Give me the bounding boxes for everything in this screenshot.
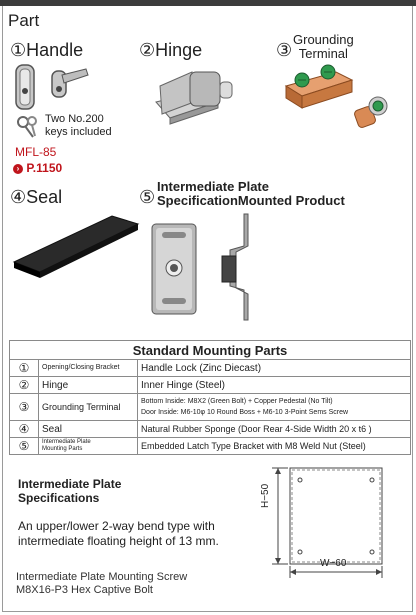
row-desc-line-1: Bottom Inside: M8X2 (Green Bolt) + Copper Pedestal (No Tilt)	[141, 398, 333, 405]
row-name: Hinge	[39, 377, 138, 394]
row-num: ①	[10, 360, 39, 377]
handle-label: ①Handle	[10, 40, 84, 60]
seal-image	[12, 210, 142, 282]
spec-screw-line-2: M8X16-P3 Hex Captive Bolt	[16, 584, 153, 596]
grounding-terminal-image	[280, 62, 404, 136]
spec-title-line-2: Specifications	[18, 491, 100, 505]
spec-title-line-1: Intermediate Plate	[18, 477, 122, 491]
grounding-num: ③	[276, 40, 293, 60]
row-num: ⑤	[10, 438, 39, 455]
width-dim-label: W−60	[320, 558, 347, 569]
keys-note	[45, 113, 112, 139]
spec-description	[18, 519, 219, 549]
table-row	[10, 438, 411, 455]
intermediate-label-line-2: SpecificationMounted Product	[157, 193, 345, 208]
arrow-circle-icon: ›	[13, 164, 23, 174]
row-name: Opening/Closing Bracket	[39, 360, 138, 377]
height-dimension	[260, 483, 284, 550]
row-num: ②	[10, 377, 39, 394]
spec-screw-line-1: Intermediate Plate Mounting Screw	[16, 571, 188, 583]
keys-icon	[15, 115, 41, 139]
hinge-label: ②Hinge	[139, 40, 203, 60]
table-row	[10, 421, 411, 438]
spec-desc-line-2: intermediate floating height of 13 mm.	[18, 534, 219, 548]
grounding-label	[293, 33, 354, 61]
grounding-label-line-1: Grounding	[293, 32, 354, 47]
row-name-line-1: Intermediate Plate	[42, 439, 91, 445]
table-title: Standard Mounting Parts	[10, 341, 411, 360]
table-row	[10, 360, 411, 377]
row-desc: Embedded Latch Type Bracket with M8 Weld Nut (Steel)	[138, 438, 411, 455]
handle-model: MFL-85	[15, 145, 57, 159]
row-desc: Inner Hinge (Steel)	[138, 377, 411, 394]
row-num: ③	[10, 394, 39, 421]
row-name	[39, 438, 138, 455]
section-title: Part	[8, 11, 40, 30]
handle-image	[14, 63, 94, 113]
table-row	[10, 394, 411, 421]
intermediate-label-line-1: Intermediate Plate	[157, 179, 269, 194]
keys-note-line-2: keys included	[45, 126, 112, 138]
seal-label: ④Seal	[10, 187, 63, 207]
height-dim-label: H−50	[260, 483, 271, 508]
intermediate-num: ⑤	[139, 187, 156, 207]
spec-screw-note	[16, 571, 187, 597]
row-num: ④	[10, 421, 39, 438]
page-ref-link[interactable]	[13, 161, 62, 175]
row-name-line-2: Mounting Parts	[42, 446, 83, 452]
hinge-image	[148, 62, 240, 128]
keys-note-line-1: Two No.200	[45, 113, 104, 125]
page-ref-text: P.1150	[26, 161, 63, 175]
spec-desc-line-1: An upper/lower 2-way bend type with	[18, 519, 215, 533]
row-desc-line-2: Door Inside: M6-10φ 10 Round Boss + M6-10 3-Point Sems Screw	[141, 409, 349, 416]
intermediate-label	[157, 180, 345, 208]
standard-mounting-parts-table	[9, 340, 411, 455]
row-desc	[138, 394, 411, 421]
grounding-label-line-2: Terminal	[298, 46, 348, 61]
intermediate-plate-front-image	[146, 218, 206, 322]
row-name: Seal	[39, 421, 138, 438]
row-desc: Handle Lock (Zinc Diecast)	[138, 360, 411, 377]
table-row	[10, 377, 411, 394]
row-desc: Natural Rubber Sponge (Door Rear 4-Side Width 20 x t6 )	[138, 421, 411, 438]
intermediate-plate-side-image	[212, 210, 258, 324]
spec-title	[18, 477, 121, 505]
row-name: Grounding Terminal	[39, 394, 138, 421]
